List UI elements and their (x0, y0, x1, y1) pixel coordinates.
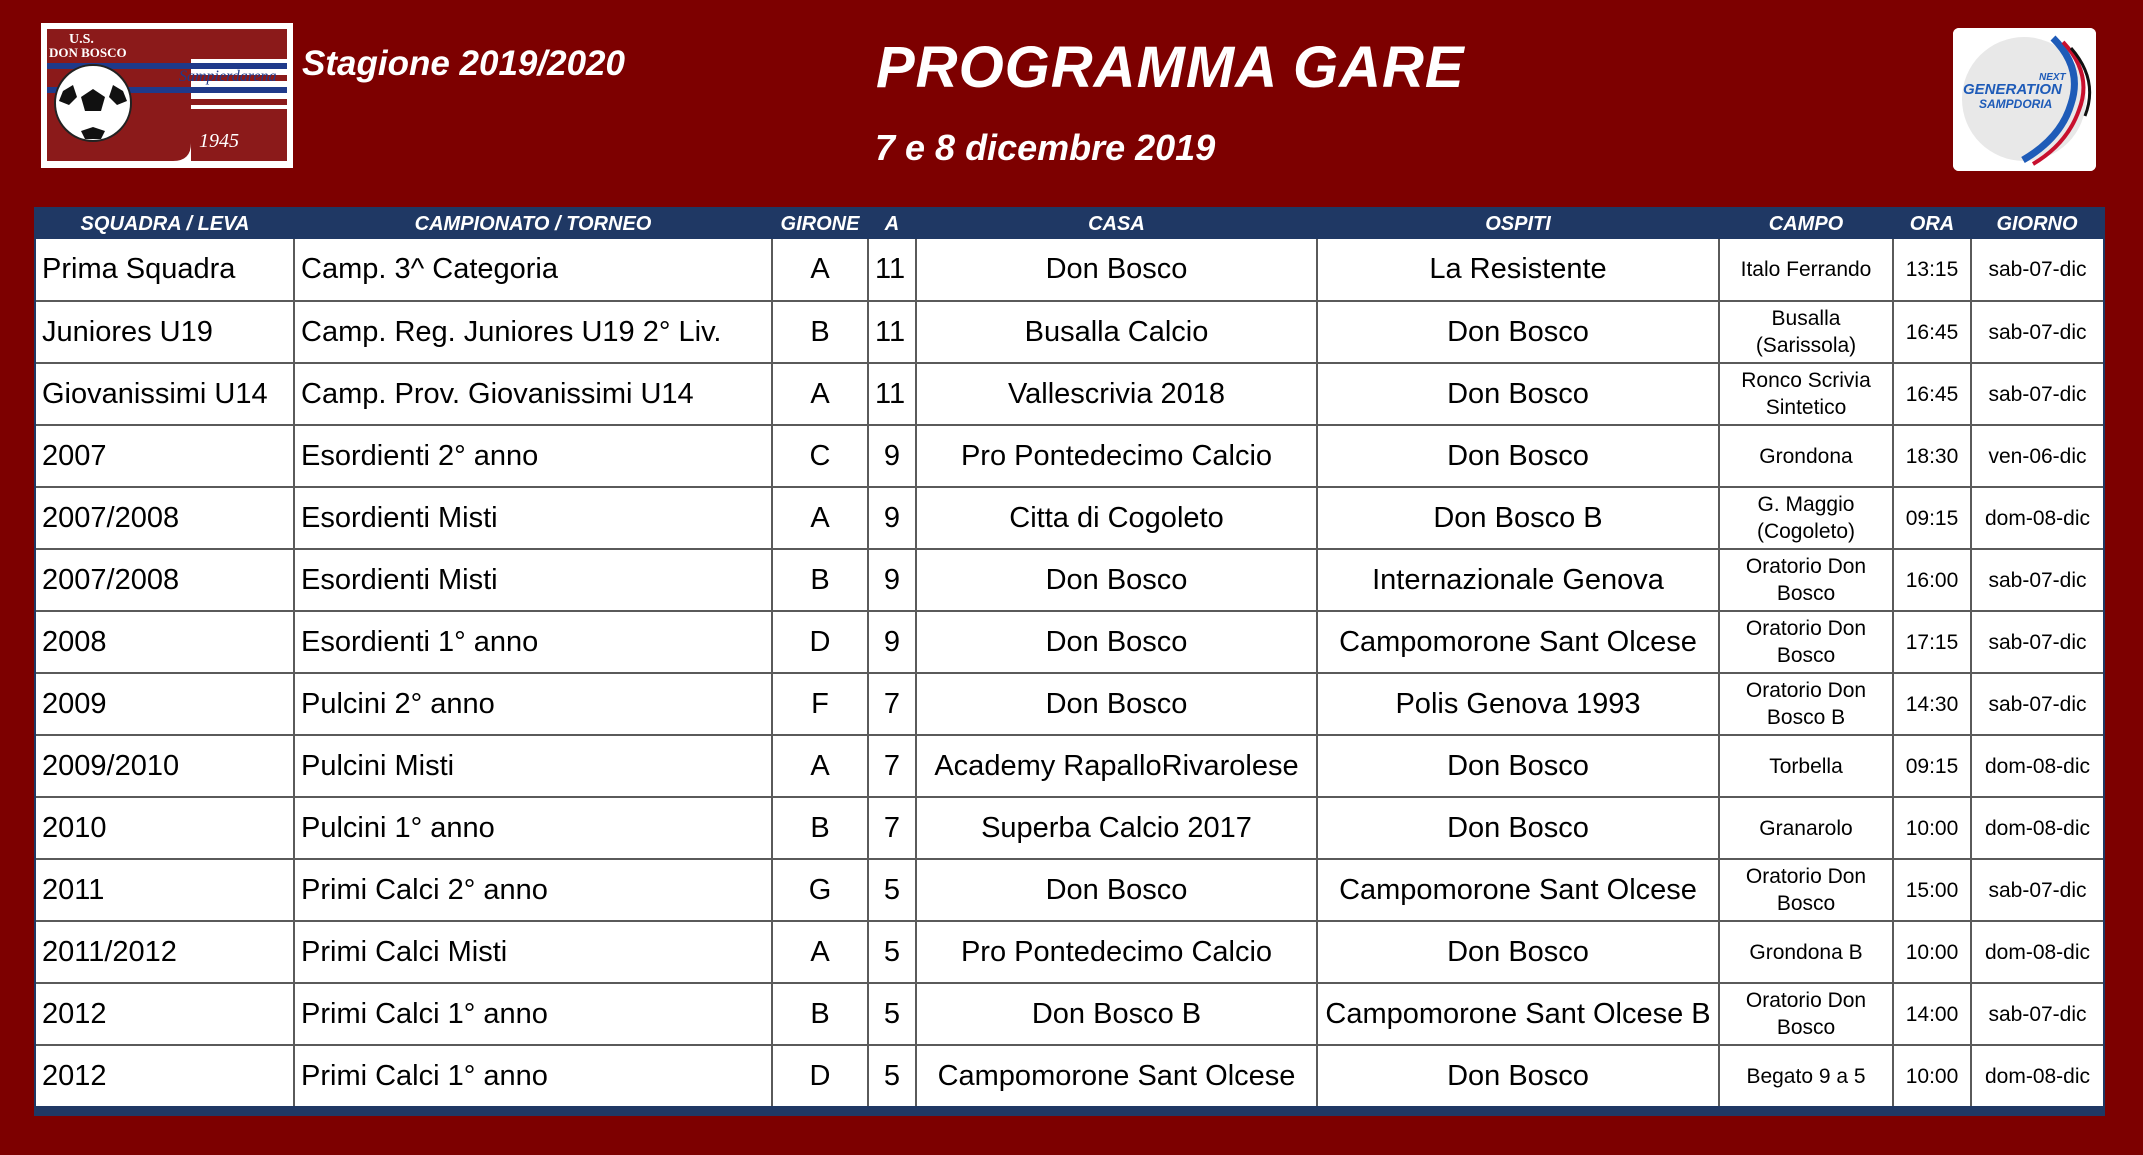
cell-a: 5 (868, 983, 916, 1045)
table-row (36, 363, 2103, 425)
cell-squadra: 2011/2012 (36, 921, 294, 983)
cell-campo: Begato 9 a 5 (1719, 1045, 1893, 1107)
cell-casa: Don Bosco (916, 859, 1317, 921)
schedule-table-frame (34, 207, 2105, 1116)
cell-girone: A (772, 363, 868, 425)
col-header-girone: GIRONE (772, 209, 868, 239)
cell-ora: 18:30 (1893, 425, 1971, 487)
cell-casa: Don Bosco B (916, 983, 1317, 1045)
cell-ospiti: Internazionale Genova (1317, 549, 1719, 611)
table-row (36, 983, 2103, 1045)
cell-girone: B (772, 301, 868, 363)
cell-campo: Italo Ferrando (1719, 239, 1893, 301)
table-row (36, 673, 2103, 735)
cell-squadra: Giovanissimi U14 (36, 363, 294, 425)
cell-ora: 09:15 (1893, 487, 1971, 549)
cell-campionato: Primi Calci Misti (294, 921, 772, 983)
cell-casa: Don Bosco (916, 239, 1317, 301)
cell-ospiti: Don Bosco (1317, 735, 1719, 797)
table-body (36, 239, 2103, 1107)
cell-giorno: sab-07-dic (1971, 673, 2103, 735)
cell-ora: 10:00 (1893, 797, 1971, 859)
partner-logo-line1: NEXT (2039, 72, 2066, 83)
cell-ora: 16:45 (1893, 363, 1971, 425)
cell-squadra: 2007/2008 (36, 549, 294, 611)
cell-ospiti: Campomorone Sant Olcese (1317, 611, 1719, 673)
cell-girone: B (772, 983, 868, 1045)
cell-a: 7 (868, 673, 916, 735)
cell-ospiti: Don Bosco (1317, 797, 1719, 859)
cell-squadra: 2009 (36, 673, 294, 735)
cell-a: 9 (868, 549, 916, 611)
cell-casa: Vallescrivia 2018 (916, 363, 1317, 425)
cell-campionato: Esordienti Misti (294, 549, 772, 611)
cell-a: 9 (868, 425, 916, 487)
cell-ospiti: Polis Genova 1993 (1317, 673, 1719, 735)
cell-squadra: 2010 (36, 797, 294, 859)
cell-giorno: dom-08-dic (1971, 487, 2103, 549)
cell-girone: A (772, 921, 868, 983)
cell-campionato: Camp. Reg. Juniores U19 2° Liv. (294, 301, 772, 363)
cell-a: 5 (868, 921, 916, 983)
cell-giorno: dom-08-dic (1971, 1045, 2103, 1107)
cell-casa: Don Bosco (916, 611, 1317, 673)
page-date: 7 e 8 dicembre 2019 (875, 127, 1216, 168)
club-crest-icon (41, 23, 293, 168)
cell-campo: Oratorio Don Bosco (1719, 549, 1893, 611)
club-logo-year: 1945 (199, 130, 239, 152)
cell-giorno: sab-07-dic (1971, 549, 2103, 611)
cell-casa: Campomorone Sant Olcese (916, 1045, 1317, 1107)
table-row (36, 301, 2103, 363)
cell-a: 7 (868, 735, 916, 797)
cell-casa: Don Bosco (916, 673, 1317, 735)
cell-a: 9 (868, 611, 916, 673)
cell-squadra: Prima Squadra (36, 239, 294, 301)
cell-ora: 14:00 (1893, 983, 1971, 1045)
table-row (36, 549, 2103, 611)
col-header-ospiti: OSPITI (1317, 209, 1719, 239)
col-header-casa: CASA (916, 209, 1317, 239)
cell-giorno: ven-06-dic (1971, 425, 2103, 487)
cell-ora: 16:00 (1893, 549, 1971, 611)
table-row (36, 921, 2103, 983)
cell-campionato: Primi Calci 2° anno (294, 859, 772, 921)
cell-squadra: 2009/2010 (36, 735, 294, 797)
table-row (36, 611, 2103, 673)
table-row (36, 239, 2103, 301)
col-header-campo: CAMPO (1719, 209, 1893, 239)
cell-ora: 15:00 (1893, 859, 1971, 921)
cell-casa: Pro Pontedecimo Calcio (916, 425, 1317, 487)
table-row (36, 425, 2103, 487)
cell-squadra: 2008 (36, 611, 294, 673)
cell-casa: Busalla Calcio (916, 301, 1317, 363)
cell-campionato: Esordienti 1° anno (294, 611, 772, 673)
partner-logo-line3: SAMPDORIA (1979, 97, 2053, 111)
cell-campo: Oratorio Don Bosco B (1719, 673, 1893, 735)
cell-ora: 13:15 (1893, 239, 1971, 301)
cell-campionato: Primi Calci 1° anno (294, 983, 772, 1045)
cell-campionato: Camp. Prov. Giovanissimi U14 (294, 363, 772, 425)
cell-ora: 10:00 (1893, 921, 1971, 983)
cell-a: 5 (868, 1045, 916, 1107)
cell-casa: Academy RapalloRivarolese (916, 735, 1317, 797)
cell-girone: G (772, 859, 868, 921)
table-header-row (36, 209, 2103, 239)
cell-giorno: sab-07-dic (1971, 301, 2103, 363)
cell-casa: Pro Pontedecimo Calcio (916, 921, 1317, 983)
cell-ospiti: Don Bosco (1317, 301, 1719, 363)
cell-squadra: 2011 (36, 859, 294, 921)
cell-ora: 16:45 (1893, 301, 1971, 363)
cell-casa: Citta di Cogoleto (916, 487, 1317, 549)
cell-campo: Grondona (1719, 425, 1893, 487)
cell-ora: 09:15 (1893, 735, 1971, 797)
cell-giorno: sab-07-dic (1971, 859, 2103, 921)
table-row (36, 487, 2103, 549)
table-row (36, 797, 2103, 859)
cell-campo: Grondona B (1719, 921, 1893, 983)
cell-giorno: dom-08-dic (1971, 797, 2103, 859)
cell-ospiti: Don Bosco (1317, 921, 1719, 983)
page-title: PROGRAMMA GARE (876, 35, 1465, 100)
col-header-a: A (868, 209, 916, 239)
cell-girone: C (772, 425, 868, 487)
cell-squadra: 2007/2008 (36, 487, 294, 549)
cell-campo: Oratorio Don Bosco (1719, 611, 1893, 673)
club-logo-script: Sampierdarena (179, 68, 277, 85)
table-row (36, 1045, 2103, 1107)
club-logo-line1: U.S. (69, 32, 94, 47)
cell-casa: Don Bosco (916, 549, 1317, 611)
cell-girone: F (772, 673, 868, 735)
schedule-table (36, 209, 2103, 1108)
cell-a: 7 (868, 797, 916, 859)
cell-girone: D (772, 1045, 868, 1107)
club-logo-line2: DON BOSCO (49, 45, 127, 60)
cell-a: 11 (868, 301, 916, 363)
cell-giorno: sab-07-dic (1971, 983, 2103, 1045)
table-row (36, 859, 2103, 921)
table-row (36, 735, 2103, 797)
cell-girone: B (772, 549, 868, 611)
cell-a: 11 (868, 363, 916, 425)
cell-campionato: Pulcini Misti (294, 735, 772, 797)
season-label: Stagione 2019/2020 (302, 44, 625, 83)
cell-campionato: Primi Calci 1° anno (294, 1045, 772, 1107)
cell-campo: G. Maggio (Cogoleto) (1719, 487, 1893, 549)
cell-squadra: 2012 (36, 1045, 294, 1107)
cell-squadra: Juniores U19 (36, 301, 294, 363)
cell-squadra: 2007 (36, 425, 294, 487)
cell-ospiti: Campomorone Sant Olcese (1317, 859, 1719, 921)
cell-ospiti: La Resistente (1317, 239, 1719, 301)
cell-a: 11 (868, 239, 916, 301)
club-logo (41, 23, 293, 168)
cell-giorno: sab-07-dic (1971, 363, 2103, 425)
cell-campo: Torbella (1719, 735, 1893, 797)
cell-girone: A (772, 487, 868, 549)
cell-campo: Ronco Scrivia Sintetico (1719, 363, 1893, 425)
cell-a: 9 (868, 487, 916, 549)
partner-logo-line2: GENERATION (1963, 81, 2062, 98)
cell-ora: 10:00 (1893, 1045, 1971, 1107)
cell-squadra: 2012 (36, 983, 294, 1045)
cell-campionato: Pulcini 1° anno (294, 797, 772, 859)
cell-campionato: Esordienti 2° anno (294, 425, 772, 487)
cell-girone: B (772, 797, 868, 859)
cell-ospiti: Don Bosco (1317, 425, 1719, 487)
cell-campo: Oratorio Don Bosco (1719, 983, 1893, 1045)
cell-giorno: dom-08-dic (1971, 735, 2103, 797)
cell-campionato: Pulcini 2° anno (294, 673, 772, 735)
next-generation-sampdoria-icon (1953, 28, 2096, 171)
cell-ospiti: Don Bosco (1317, 1045, 1719, 1107)
cell-giorno: sab-07-dic (1971, 611, 2103, 673)
partner-logo (1953, 28, 2096, 171)
cell-girone: A (772, 239, 868, 301)
cell-ospiti: Don Bosco B (1317, 487, 1719, 549)
cell-ospiti: Campomorone Sant Olcese B (1317, 983, 1719, 1045)
col-header-campionato: CAMPIONATO / TORNEO (294, 209, 772, 239)
cell-ora: 17:15 (1893, 611, 1971, 673)
cell-campionato: Esordienti Misti (294, 487, 772, 549)
cell-giorno: dom-08-dic (1971, 921, 2103, 983)
cell-casa: Superba Calcio 2017 (916, 797, 1317, 859)
cell-girone: A (772, 735, 868, 797)
cell-giorno: sab-07-dic (1971, 239, 2103, 301)
col-header-ora: ORA (1893, 209, 1971, 239)
cell-campo: Busalla (Sarissola) (1719, 301, 1893, 363)
cell-campo: Granarolo (1719, 797, 1893, 859)
cell-ora: 14:30 (1893, 673, 1971, 735)
col-header-squadra: SQUADRA / LEVA (36, 209, 294, 239)
cell-campionato: Camp. 3^ Categoria (294, 239, 772, 301)
cell-campo: Oratorio Don Bosco (1719, 859, 1893, 921)
cell-a: 5 (868, 859, 916, 921)
cell-girone: D (772, 611, 868, 673)
cell-ospiti: Don Bosco (1317, 363, 1719, 425)
col-header-giorno: GIORNO (1971, 209, 2103, 239)
